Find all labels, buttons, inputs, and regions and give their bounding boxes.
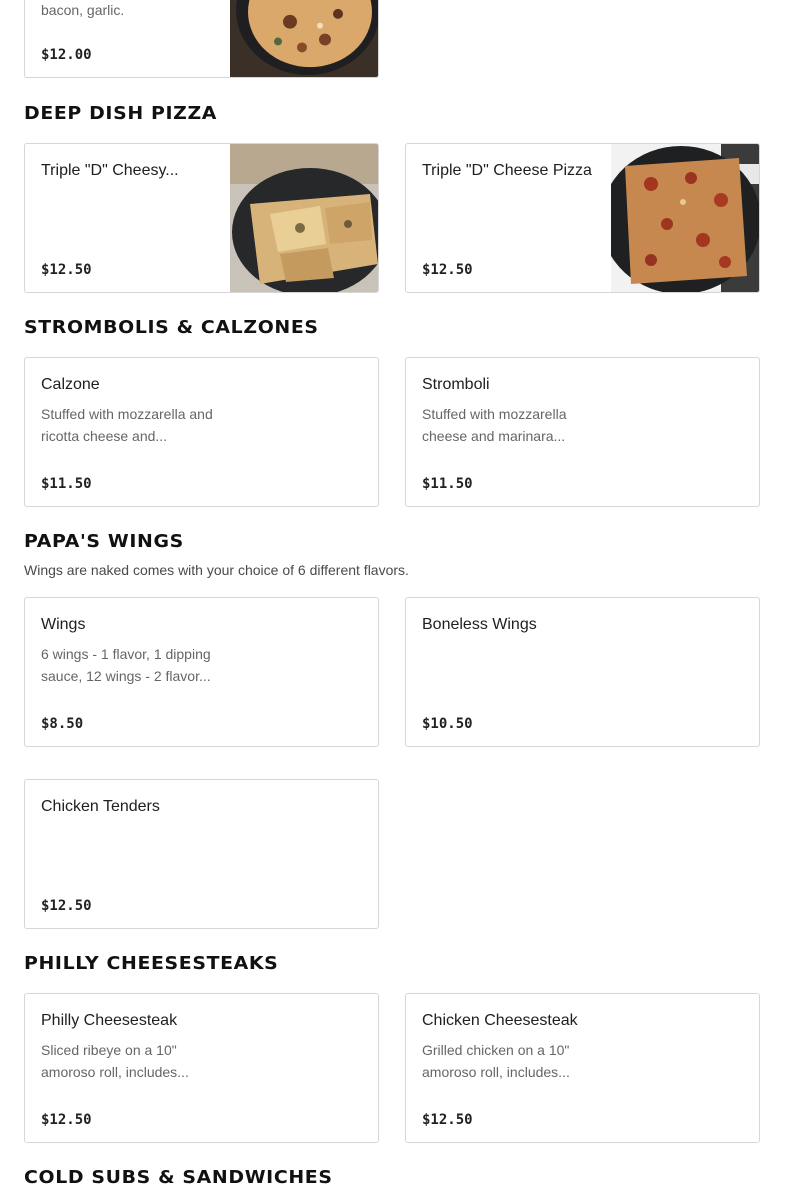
item-name: Chicken Cheesesteak [422,1012,578,1029]
item-name: Stromboli [422,376,490,393]
menu-item-card[interactable] [405,597,760,747]
item-name: Wings [41,616,86,633]
item-photo [611,144,759,292]
item-description: Grilled chicken on a 10" amoroso roll, includes... [422,1042,570,1080]
item-description: Stuffed with mozzarella and ricotta cheese and... [41,406,213,444]
item-price: $12.50 [41,262,92,278]
section-title-wings: PAPA'S WINGS [24,531,184,552]
menu-item-card[interactable] [405,357,760,507]
menu-item-card[interactable] [24,993,379,1143]
item-name: Triple "D" Cheesy... [41,162,179,179]
item-price: $12.50 [422,1112,473,1128]
item-photo [230,0,378,77]
menu-item-card[interactable] [24,597,379,747]
item-description: 6 wings - 1 flavor, 1 dipping sauce, 12 wings - 2 flavor... [41,646,211,684]
item-name: Calzone [41,376,100,393]
item-photo [230,144,378,292]
item-price: $12.50 [41,1112,92,1128]
menu-item-card[interactable] [405,143,760,293]
item-price: $12.00 [41,47,92,63]
section-description: Wings are naked comes with your choice of 6 different flavors. [24,562,409,578]
item-price: $11.50 [41,476,92,492]
section-title-deep-dish: DEEP DISH PIZZA [24,103,218,124]
menu-item-card[interactable] [24,0,379,78]
item-price: $11.50 [422,476,473,492]
item-price: $10.50 [422,716,473,732]
item-price: $8.50 [41,716,84,732]
menu-item-card[interactable] [24,143,379,293]
menu-item-card[interactable] [405,993,760,1143]
section-title-cold-subs: COLD SUBS & SANDWICHES [24,1167,333,1188]
section-title-philly: PHILLY CHEESESTEAKS [24,953,279,974]
item-price: $12.50 [422,262,473,278]
item-description: Sliced ribeye on a 10" amoroso roll, includes... [41,1042,189,1080]
item-description: Stuffed with mozzarella cheese and marinara... [422,406,567,444]
menu-item-card[interactable] [24,357,379,507]
item-description: bacon, garlic. [41,2,125,18]
item-name: Triple "D" Cheese Pizza [422,162,592,179]
menu-item-card[interactable] [24,779,379,929]
item-name: Boneless Wings [422,616,537,633]
item-name: Chicken Tenders [41,798,160,815]
item-name: Philly Cheesesteak [41,1012,178,1029]
item-price: $12.50 [41,898,92,914]
section-title-strombolis: STROMBOLIS & CALZONES [24,317,319,338]
